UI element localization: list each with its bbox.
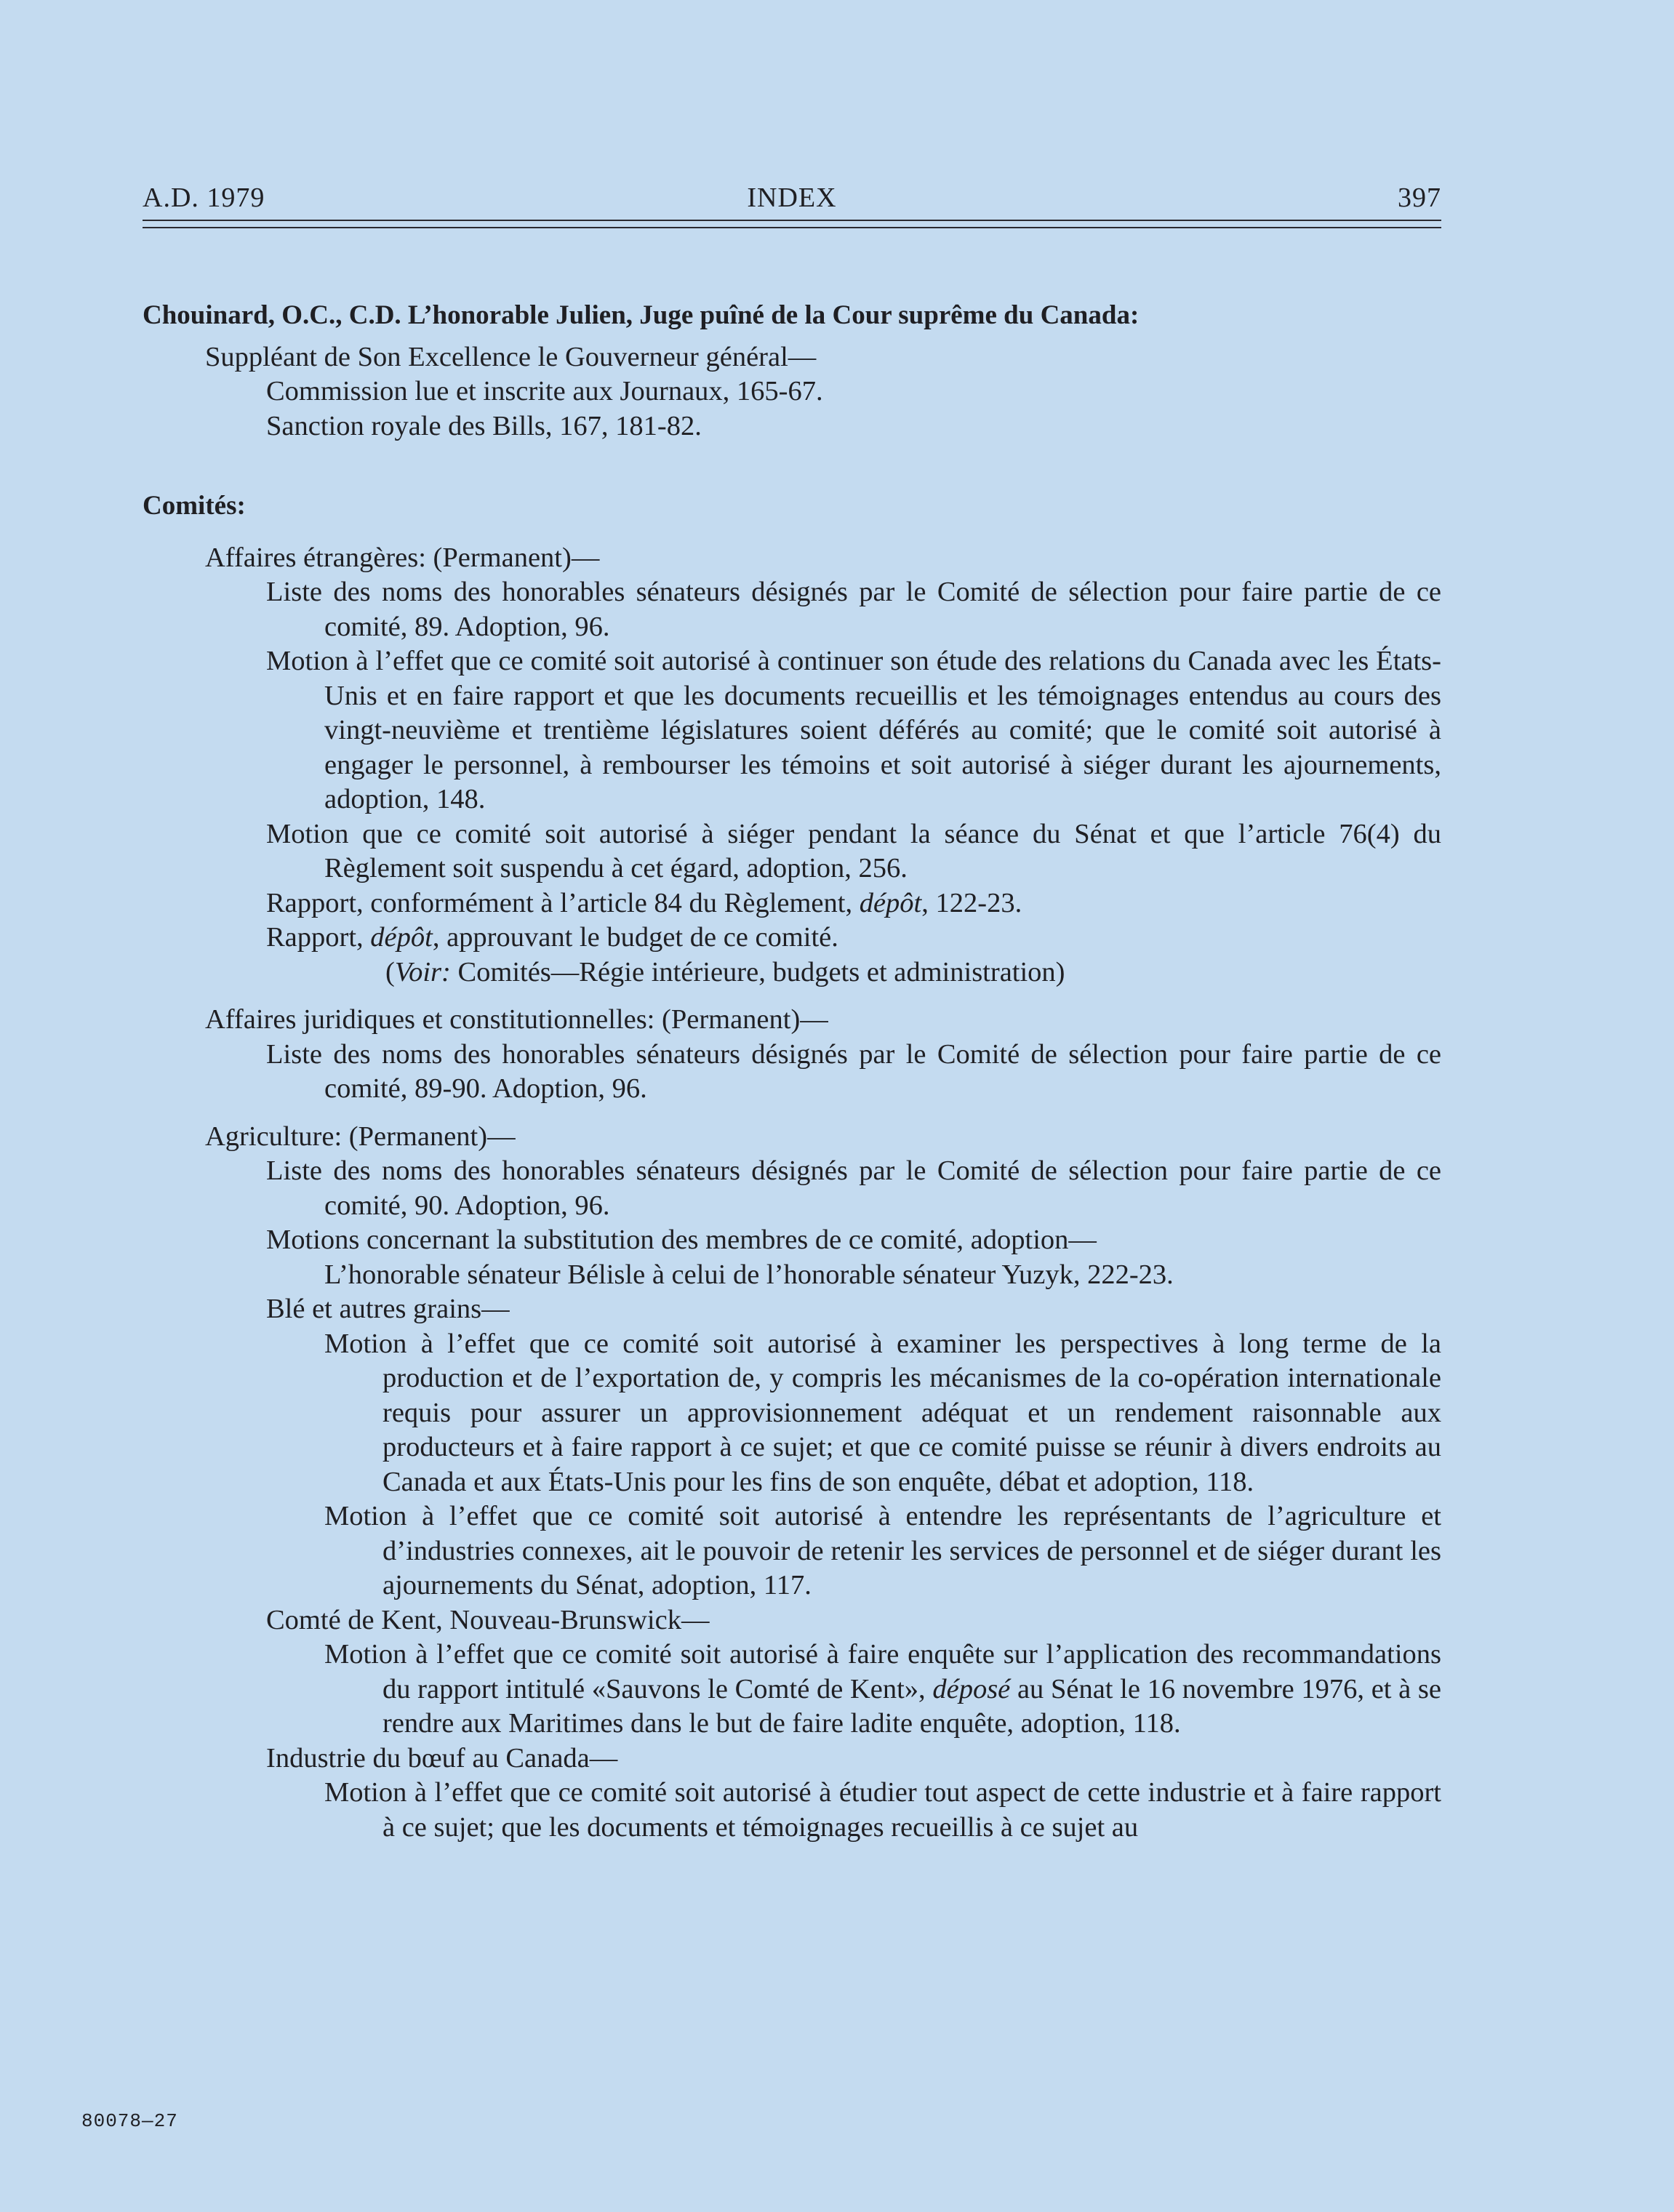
subentry-affaires-juridiques: Affaires juridiques et constitutionnelles: (Permanent)—	[205, 1004, 828, 1035]
list-item: Motion à l’effet que ce comité soit autorisé à examiner les perspectives à long terme de la production et de l’exportation de, y compris les mécanismes de la co-opération internationale requis pour assurer un approvisionnement adéquat et un rendement raisonnable aux producteurs et à faire rapport à ce sujet; et que ce comité puisse se réunir à divers endroits au Canada et aux États-Unis pour les fins de son enquête, débat et adoption, 118.	[324, 1328, 1441, 1497]
text-run: Rapport, conformément à l’article 84 du Règlement,	[266, 887, 860, 918]
subentry-ble: Blé et autres grains—	[266, 1294, 510, 1324]
header-rule-top	[143, 220, 1441, 221]
printer-code: 80078—27	[81, 2110, 178, 2132]
text-run: au Sénat le 16 novembre 1976, et à se rendre aux Maritimes dans le but de faire ladite enquête, adoption, 118.	[383, 1673, 1441, 1739]
list-item: Motion à l’effet que ce comité soit autorisé à étudier tout aspect de cette industrie et à faire rapport à ce sujet; que les documents et témoignages recueillis à ce sujet au	[324, 1777, 1441, 1843]
index-body	[143, 298, 1441, 1845]
text-run: Motion à l’effet que ce comité soit autorisé à faire enquête sur l’application des recommandations du rapport intitulé «Sauvons le Comté de Kent»,	[324, 1639, 1441, 1704]
list-item: Motion que ce comité soit autorisé à siéger pendant la séance du Sénat et que l’article 76(4) du Règlement soit suspendu à cet égard, adoption, 256.	[266, 818, 1441, 883]
list-item: Liste des noms des honorables sénateurs désignés par le Comité de sélection pour faire partie de ce comité, 90. Adoption, 96.	[266, 1155, 1441, 1221]
subentry-kent: Comté de Kent, Nouveau-Brunswick—	[266, 1604, 710, 1635]
header-rule-bottom	[143, 227, 1441, 228]
text-run: , approuvant le budget de ce comité.	[432, 922, 838, 953]
text-run: Comités—Régie intérieure, budgets et administration)	[450, 956, 1065, 987]
list-item: Liste des noms des honorables sénateurs désignés par le Comité de sélection pour faire partie de ce comité, 89-90. Adoption, 96.	[266, 1038, 1441, 1104]
list-item	[143, 921, 1441, 955]
italic-depot: dépôt	[859, 887, 922, 918]
italic-voir: Voir:	[394, 956, 451, 987]
list-item	[143, 1638, 1441, 1742]
subentry-suppleant: Suppléant de Son Excellence le Gouverneur général—	[205, 341, 817, 372]
subentry-boeuf: Industrie du bœuf au Canada—	[266, 1742, 618, 1774]
subentry-agriculture: Agriculture: (Permanent)—	[205, 1121, 516, 1152]
text-run: Rapport,	[266, 922, 371, 953]
italic-depose: déposé	[932, 1673, 1011, 1704]
list-item	[143, 886, 1441, 921]
list-item: Motion à l’effet que ce comité soit autorisé à continuer son étude des relations du Canada avec les États-Unis et en faire rapport et que les documents recueillis et les témoignages entendus au cours des vingt-neuvième et trentième législatures soient déférés au comité; que le comité soit autorisé à engager le personnel, à rembourser les témoins et soit autorisé à siéger durant les ajournements, adoption, 148.	[266, 646, 1441, 814]
list-item: Motion à l’effet que ce comité soit autorisé à entendre les représentants de l’agriculture et d’industries connexes, ait le pouvoir de retenir les services de personnel et de siéger durant les ajournements du Sénat, adoption, 117.	[324, 1501, 1441, 1600]
entry-heading-comites: Comités:	[143, 491, 246, 521]
subentry-commission: Commission lue et inscrite aux Journaux, 165-67.	[266, 376, 823, 406]
list-item: L’honorable sénateur Bélisle à celui de l’honorable sénateur Yuzyk, 222-23.	[324, 1259, 1174, 1290]
list-item: Motions concernant la substitution des membres de ce comité, adoption—	[266, 1225, 1097, 1255]
header-title: INDEX	[747, 183, 837, 213]
italic-depot: dépôt	[370, 922, 433, 953]
subentry-sanction: Sanction royale des Bills, 167, 181-82.	[266, 410, 702, 441]
list-item: Liste des noms des honorables sénateurs désignés par le Comité de sélection pour faire partie de ce comité, 89. Adoption, 96.	[266, 577, 1441, 642]
cross-reference	[143, 955, 1441, 990]
running-header	[143, 182, 1441, 218]
subentry-affaires-etrangeres: Affaires étrangères: (Permanent)—	[205, 542, 600, 573]
text-run: , 122-23.	[921, 887, 1022, 918]
header-year: A.D. 1979	[143, 183, 265, 213]
entry-heading-chouinard: Chouinard, O.C., C.D. L’honorable Julien, Juge puîné de la Cour suprême du Canada:	[143, 300, 1140, 330]
page-number: 397	[1398, 183, 1441, 213]
text-run: (	[385, 956, 395, 987]
